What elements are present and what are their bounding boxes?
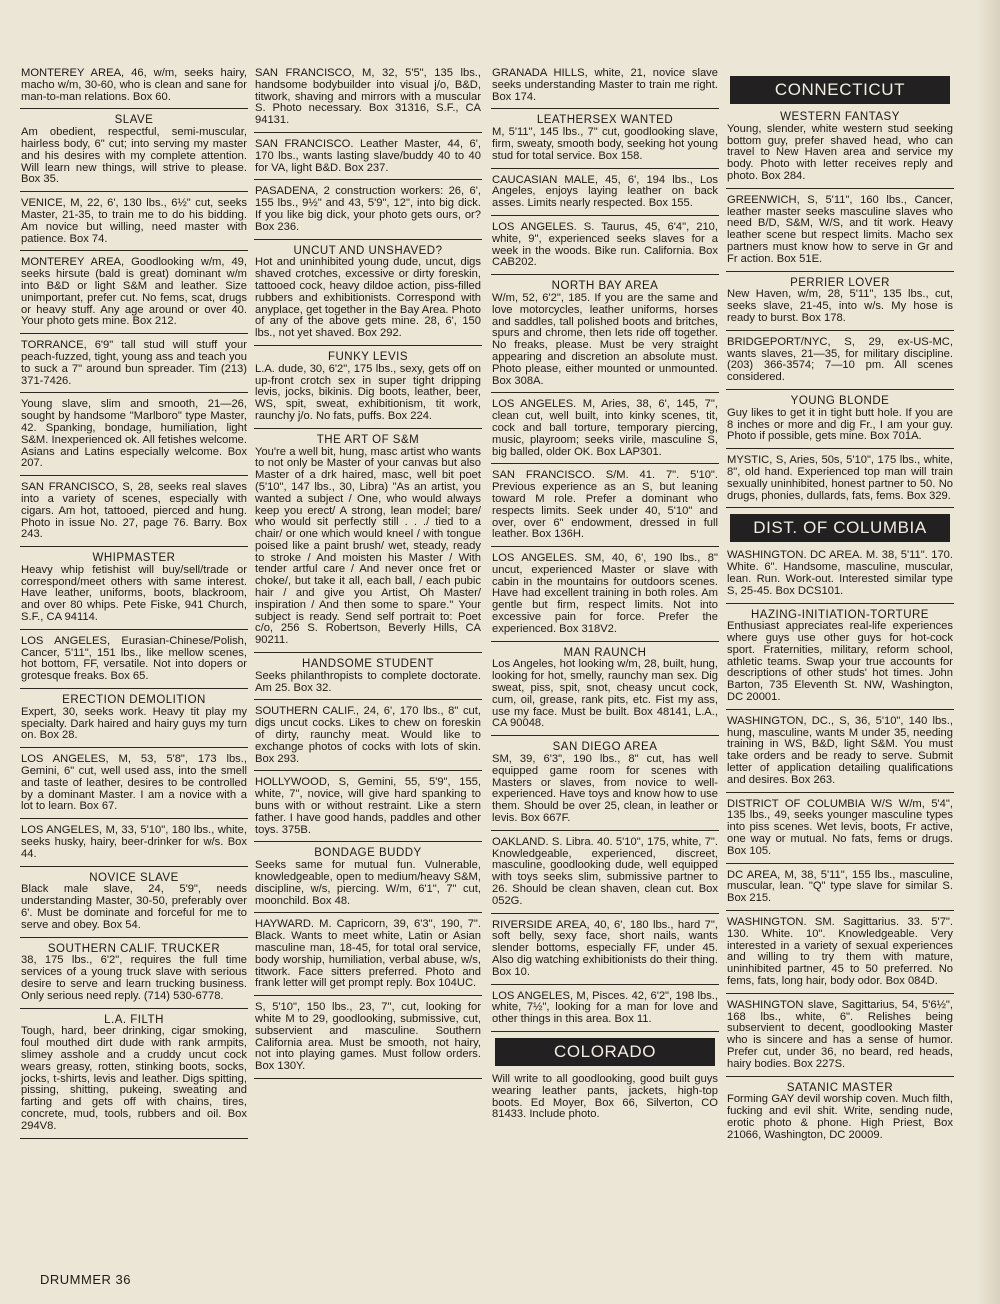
classified-ad	[726, 195, 954, 272]
classified-ad	[726, 337, 954, 390]
classified-ad	[726, 917, 954, 994]
classified-ad	[20, 257, 248, 334]
ad-body: Heavy whip fetishist will buy/sell/trade or correspond/meet others with same interest. Have leather, uniforms, boots, blackroom, and over 80 whips. Pete Fiske, 941 Church, S.F., CA 94114.	[21, 563, 247, 624]
classified-ad	[20, 399, 248, 476]
ad-body: LOS ANGELES, Eurasian-Chinese/Polish, Cancer, 5'11", 151 lbs., like mellow scenes, hot bottom, FF, versatile. Not into dopers or grotesque freaks. Box 65.	[21, 634, 247, 683]
ad-body: 38, 175 lbs., 6'2", requires the full time services of a young truck slave with serious desire to serve and learn trucking business. Only serious need reply. (714) 530-6778.	[21, 954, 247, 1002]
classified-ad	[726, 610, 954, 710]
ad-title: SOUTHERN CALIF. TRUCKER	[47, 942, 221, 955]
ad-body: Forming GAY devil worship coven. Much filth, fucking and evil shit. Write, sending nude, erotic photo & phone. High Priest, Box 21066, Washington, DC 20009.	[727, 1093, 953, 1141]
ad-body: HOLLYWOOD, S, Gemini, 55, 5'9", 155, white, 7", novice, will give hard spanking to buns with or without restraint. Like a stern father. I have good hands, paddles and other toys. 375B.	[255, 776, 481, 836]
section-header: CONNECTICUT	[730, 76, 950, 104]
classified-ad	[20, 340, 248, 393]
classified-ad	[726, 799, 954, 864]
classified-ad	[254, 352, 482, 429]
ad-body: Black male slave, 24, 5'9", needs understanding Master, 30-50, preferably over 6'. Must be dominate and forceful for me to serve and obey. Box 54.	[21, 883, 247, 931]
classified-ad	[726, 1000, 954, 1077]
classified-ad	[726, 278, 954, 331]
ad-body: VENICE, M, 22, 6', 130 lbs., 6½" cut, seeks Master, 21-35, to train me to do his bidding. Am novice but willing, need master with patience. Box 74.	[21, 197, 247, 245]
classified-ad	[726, 1083, 954, 1147]
ad-body: HAYWARD. M. Capricorn, 39, 6'3", 190, 7". Black. Wants to meet white, Latin or Asian masculine man, 18-45, for total oral service, body worship, humiliation, verbal abuse, w/s, titwork. Face sitters preferred. Photo and frank letter will get prompt reply. Box 104UC.	[255, 918, 481, 990]
ad-title: SATANIC MASTER	[786, 1081, 894, 1094]
classified-ad	[491, 175, 719, 216]
ad-title: UNCUT AND UNSHAVED?	[293, 244, 443, 257]
ad-body: MONTEREY AREA, Goodlooking w/m, 49, seeks hirsute (bald is great) dominant w/m into B&D or light S&M and leather. Size unimportant, prefer cut. No fems, scat, drugs or heavy stuff. Any age around or over 40. Your photo gets mine. Box 212.	[21, 256, 247, 328]
ad-body: LOS ANGELES, M, 33, 5'10", 180 lbs., white, seeks husky, hairy, beer-drinker for w/s. Box 44.	[21, 824, 247, 860]
ad-body: PASADENA, 2 construction workers: 26, 6', 155 lbs., 9½" and 43, 5'9", 12", into big dick. If you like big dick, your photo gets ours, or? Box 236.	[255, 185, 481, 233]
ad-title: MAN RAUNCH	[563, 646, 647, 659]
ad-body: WASHINGTON slave, Sagittarius, 54, 5'6½", 168 lbs., white, 6". Relishes being subservient to decent, goodlooking Master who is sincere and has a sense of humor. Prefer cut, under 36, no beard, red heads, hairy bodies. Box 227S.	[727, 998, 953, 1070]
ad-body: M, 5'11", 145 lbs., 7" cut, goodlooking slave, firm, sweaty, smooth body, seeking hot young stud for total service. Box 158.	[492, 126, 718, 162]
ad-title: PERRIER LOVER	[790, 276, 890, 289]
ad-body: GREENWICH, S, 5'11", 160 lbs., Cancer, leather master seeks masculine slaves who need B/D, S&M, W/S, and tit work. Heavy leather scene but respect limits. Macho sex partners must know how to serve in Gr and Fr action. Box 51E.	[727, 193, 953, 265]
ad-body: Will write to all goodlooking, good built guys wearing leather pants, jackets, high-top boots. Ed Moyer, Box 66, Silverton, CO 81433. Include photo.	[492, 1072, 718, 1121]
ad-title: FUNKY LEVIS	[327, 350, 409, 363]
classified-ad	[20, 873, 248, 938]
ad-body: L.A. dude, 30, 6'2", 175 lbs., sexy, gets off on up-front crotch sex in super tight dripping levis, jocks, bikinis. Dig boots, leather, beer, WS, spit, sweat, exhibitionism, tit work, raunchy j/o. No fats, puffs. Box 224.	[255, 362, 481, 422]
ad-body: Enthusiast appreciates real-life experiences where guys use other guys for hot-cock sport. Fraternities, military, reform school, athletic teams. Swap your true accounts for descriptions of other studs' hot times. John Barton, 735 Eleventh St. NW, Washington, DC 20001.	[727, 620, 953, 704]
classified-ad	[491, 742, 719, 831]
classified-ad	[254, 1002, 482, 1079]
classified-ad	[254, 186, 482, 239]
classified-ad	[491, 1074, 719, 1126]
ad-title: NOVICE SLAVE	[89, 871, 179, 884]
ad-title: HANDSOME STUDENT	[302, 658, 434, 671]
ad-body: SAN FRANCISCO, S, 28, seeks real slaves into a variety of scenes, especially with cigars. Am hot, tattooed, pierced and hung. Photo in issue No. 27, page 76. Barry. Box 243.	[21, 481, 247, 541]
ad-body: WASHINGTON. DC AREA. M. 38, 5'11". 170. White. 6". Handsome, masculine, muscular, lean. Run. Work-out. Interested similar type S, 25-45. Box DCS101.	[727, 549, 953, 597]
ad-body: RIVERSIDE AREA, 40, 6', 180 lbs., hard 7", soft belly, sexy face, short nails, wants slender bottoms, especially FF, under 45. Also dig watching exhibitionists do their thing. Box 10.	[492, 918, 718, 978]
ad-body: Seeks philanthropists to complete doctorate. Am 25. Box 32.	[255, 669, 481, 694]
ad-body: OAKLAND. S. Libra. 40. 5'10", 175, white, 7". Knowledgeable, experienced, discreet, masculine, goodlooking dude, well equipped with toys seeks slim, submissive partner to 26. Should be clean shaven, clean cut. Box 052G.	[492, 835, 718, 907]
column-2	[254, 68, 482, 1085]
ad-body: SAN FRANCISCO, M, 32, 5'5", 135 lbs., handsome bodybuilder into visual j/o, B&D, titwork, shaving and mirrors with a muscular S. Photo necessary. Box 31316, S.F., CA 94131.	[255, 67, 481, 127]
column-4	[726, 74, 954, 1153]
ad-body: CAUCASIAN MALE, 45, 6', 194 lbs., Los Angeles, enjoys laying leather on back asses. Limits nearly respected. Box 155.	[492, 173, 718, 210]
ad-body: Young slave, slim and smooth, 21—26, sought by handsome "Marlboro" type Master, 42. Spanking, bondage, humiliation, light S&M. Inexperienced ok. All fetishes welcome. Asians and Latins especially welcome. Box 207.	[21, 398, 247, 470]
classified-ad	[491, 68, 719, 109]
classified-ad	[491, 222, 719, 275]
ad-body: WASHINGTON. SM. Sagittarius. 33. 5'7". 130. White. 10". Knowledgeable. Very interested in a variety of sexual experiences and willing to try them with mature, uninhibited partner, 45 to 50 preferred. No fems, fats, long hair, body odor. Box 084D.	[727, 916, 953, 988]
section-header: DIST. OF COLUMBIA	[730, 514, 950, 542]
ad-body: New Haven, w/m, 28, 5'11", 135 lbs., cut, seeks slave, 21-45, into w/s. My hose is ready to burst. Box 178.	[727, 288, 953, 324]
classified-ad	[254, 68, 482, 133]
ad-body: SAN FRANCISCO. Leather Master, 44, 6', 170 lbs., wants lasting slave/buddy 40 to 40 for VA, light B&D. Box 237.	[255, 137, 481, 174]
classified-ad	[491, 470, 719, 547]
classified-ad	[254, 659, 482, 700]
classified-ad	[254, 777, 482, 842]
ad-title: BONDAGE BUDDY	[314, 847, 422, 860]
ad-title: YOUNG BLONDE	[790, 394, 890, 407]
ad-body: LOS ANGELES, M, 53, 5'8", 173 lbs., Gemini, 6" cut, well used ass, into the smell and taste of leather, desires to be controlled by a dominant Master. I am a novice with a lot to learn. Box 67.	[21, 753, 247, 813]
ad-body: SM, 39, 6'3", 190 lbs., 8" cut, has well equipped game room for scenes with Masters or slaves, from novice to well-experienced. Have toys and know how to use them. Should be over 25, clean, in leather or levis. Box 667F.	[492, 753, 718, 825]
ad-body: Young, slender, white western stud seeking bottom guy, prefer shaved head, who can travel to New Haven area and service my body. Photo with letter receives reply and photo. Box 284.	[727, 122, 953, 182]
column-3	[491, 68, 719, 1132]
ad-body: GRANADA HILLS, white, 21, novice slave seeks understanding Master to train me right. Box 174.	[492, 67, 718, 103]
ad-body: Guy likes to get it in tight butt hole. If you are 8 inches or more and dig Fr., I am your guy. Photo if possible, gets mine. Box 701A.	[727, 406, 953, 443]
ad-body: BRIDGEPORT/NYC, S, 29, ex-US-MC, wants slaves, 21—35, for military discipline. (203) 366-3574; 7—10 pm. All scenes considered.	[727, 335, 953, 384]
ad-body: DC AREA, M, 38, 5'11", 155 lbs., masculine, muscular, lean. "Q" type slave for similar S. Box 215.	[727, 868, 953, 905]
classified-ad	[491, 837, 719, 914]
ad-body: Los Angeles, hot looking w/m, 28, built, hung, looking for hot, smelly, raunchy man sex. Dig sweat, piss, spit, snot, cheasy uncut cock, cum, oil, grease, rank pits, etc. Fist my ass, use my face. Must be built. Box 48141, L.A., CA 90048.	[492, 658, 718, 730]
ad-title: LEATHERSEX WANTED	[536, 114, 674, 127]
classified-ad	[20, 754, 248, 819]
classified-ad	[20, 695, 248, 748]
ad-title: NORTH BAY AREA	[551, 280, 659, 293]
ad-title: THE ART OF S&M	[316, 433, 420, 446]
classified-ad	[20, 115, 248, 192]
ad-body: MYSTIC, S, Aries, 50s, 5'10", 175 lbs., white, 8", old hand. Experienced top man will train sexually uninhibited, honest partner to 50. No drugs, phonies, dullards, fats, fems. Box 329.	[727, 454, 953, 502]
page-fold-shadow	[976, 0, 1000, 1304]
ad-body: Am obedient, respectful, semi-muscular, hairless body, 6" cut; into serving my master and his desires with my complete attention. Will learn new things, will strive to please. Box 35.	[21, 126, 247, 186]
classified-ad	[20, 944, 248, 1009]
ad-body: LOS ANGELES, M, Pisces. 42, 6'2", 198 lbs., white, 7½", looking for a man for love and other things in this area. Box 11.	[492, 989, 718, 1026]
classified-ad	[254, 848, 482, 913]
ad-title: SAN DIEGO AREA	[552, 741, 658, 754]
ad-body: Seeks same for mutual fun. Vulnerable, knowledgeable, open to medium/heavy S&M, discipline, w/s, piercing. W/m, 6'1", 7" cut, moonchild. Box 48.	[255, 859, 481, 907]
classified-ad	[254, 919, 482, 996]
classified-ad	[491, 115, 719, 168]
ad-body: Expert, 30, seeks work. Heavy tit play my specialty. Dark haired and hairy guys my turn on. Box 28.	[21, 705, 247, 742]
classified-ad	[254, 706, 482, 771]
classified-ad	[726, 112, 954, 189]
classified-ad	[254, 246, 482, 346]
ad-body: LOS ANGELES. M, Aries, 38, 6', 145, 7", clean cut, well built, into kinky scenes, tit, cock and ball torture, temporary piercing, music, playroom; seeks virile, masculine S, big balled, older OK. Box LAP301.	[492, 398, 718, 458]
classified-ad	[491, 648, 719, 737]
classified-ad	[20, 636, 248, 689]
classified-ad	[726, 396, 954, 449]
ad-body: SAN FRANCISCO. S/M. 41. 7". 5'10". Previous experience as an S, but leaning toward M role. Prefer a dominant who respects limits. Seek under 40, 5'10" and over, over 6" endowment, dressed in full leather. Box 136H.	[492, 469, 718, 541]
classified-ad	[254, 435, 482, 653]
ad-title: HAZING-INITIATION-TORTURE	[751, 608, 929, 621]
classified-ad	[20, 553, 248, 630]
classified-ad	[491, 281, 719, 393]
ad-body: DISTRICT OF COLUMBIA W/S W/m, 5'4", 135 lbs., 49, seeks younger masculine types into piss scenes. Wet levis, boots, Fr active, one way or mutual. No fats, fems or drugs. Box 105.	[727, 797, 953, 857]
ad-body: W/m, 52, 6'2", 185. If you are the same and love motorcycles, leather uniforms, horses and saddles, tall polished boots and britches, spurs and chrome, then lets ride off together. No freaks, please. Must be very straight appearing and discretion an absolute must. Photo please, either mounted or unmounted. Box 308A.	[492, 291, 718, 387]
classified-ad	[491, 991, 719, 1032]
classified-ad	[20, 482, 248, 547]
ad-title: ERECTION DEMOLITION	[62, 694, 206, 707]
ad-body: WASHINGTON, DC., S, 36, 5'10", 140 lbs., hung, masculine, wants M under 35, needing training in WS, B&D, light S&M. You must take orders and be ready to serve. Submit letter of application detailing qualifications and desires. Box 263.	[727, 714, 953, 786]
ad-body: LOS ANGELES. S. Taurus, 45, 6'4", 210, white, 9", experienced seeks slaves for a week in the woods. Bike run. California. Box CAB202.	[492, 220, 718, 269]
ad-body: S, 5'10", 150 lbs., 23, 7", cut, looking for white M to 29, goodlooking, submissive, cut, subservient and masculine. Southern California area. Must be smooth, not hairy, not into playing games. Must follow orders. Box 130Y.	[255, 1001, 481, 1073]
classified-ad	[491, 399, 719, 464]
classified-ad	[726, 870, 954, 911]
classified-ad	[491, 553, 719, 642]
classified-ad	[726, 550, 954, 603]
classified-ad	[20, 1015, 248, 1139]
ad-body: TORRANCE, 6'9" tall stud will stuff your peach-fuzzed, tight, young ass and teach you to suck a 7" around bun spreader. Tim (213) 371-7426.	[21, 339, 247, 387]
classified-ad	[20, 825, 248, 866]
classified-ad	[726, 716, 954, 793]
ad-body: Hot and uninhibited young dude, uncut, digs shaved crotches, excessive or dirty foreskin, tattooed cock, heavy dildoe action, piss-filled rubbers and exhibitionists. Correspond with anyplace, get together in the Bay Area. Photo of any of the above gets mine. 28, 6', 150 lbs., not yet shaved. Box 292.	[255, 256, 481, 340]
ad-body: You're a well bit, hung, masc artist who wants to not only be Master of your canvas but also Master of a drk haired, masc, well bit poet (5'10", 147 lbs., 30, Libra) "As an artist, you wanted a subject / One, who would always keep you erect/ A strong, lean model; bare/ who would sit perfectly still . . ./ tied to a chair/ or one which would kneel / with tongue poised like a paint brush/ wet, steady, ready to stroke / And moisten his Master / With tender artful care / And never once fret or choke/, but take it all, each ball, / each pubic hair / and give you Artist, Oh Master/ inspiration / And then some to spare." Your subject is ready. Send self portrait to: Poet c/o, 256 S. Robertson, Beverly Hills, CA 90211.	[255, 445, 481, 647]
ad-title: SLAVE	[114, 114, 154, 127]
ad-body: Tough, hard, beer drinking, cigar smoking, foul mouthed dirt dude with rank armpits, slimey asshole and a cruddy uncut cock wears greasy, rotten, stinking boots, socks, jocks, t-shirts, levis and leather. Digs spitting, pissing, shitting, pukeing, sweating and farting and gets off with chains, tires, concrete, mud, tools, rubbers and oil. Box 294V8.	[21, 1025, 247, 1132]
section-header: COLORADO	[495, 1038, 715, 1066]
ad-body: MONTEREY AREA, 46, w/m, seeks hairy, macho w/m, 30-60, who is clean and sane for man-to-man relations. Box 60.	[21, 67, 247, 103]
classified-ad	[726, 455, 954, 508]
ad-title: WESTERN FANTASY	[780, 111, 900, 123]
ad-title: L.A. FILTH	[104, 1013, 164, 1026]
classified-ad	[254, 139, 482, 180]
column-1	[20, 68, 248, 1145]
classified-ad	[491, 920, 719, 985]
classified-ad	[20, 68, 248, 109]
ad-body: SOUTHERN CALIF., 24, 6', 170 lbs., 8" cut, digs uncut cocks. Likes to chew on foreskin of dirty, raunchy meat. Would like to exchange photos of cocks with lots of skin. Box 293.	[255, 705, 481, 765]
classified-ad	[20, 198, 248, 251]
ad-body: LOS ANGELES. SM, 40, 6', 190 lbs., 8" uncut, experienced Master or slave with cabin in the mountains for outdoors scenes. Have had excellent training in both roles. Am gentle but firm, respect limits. Not into excessive pain for force. Prefer the experienced. Box 318V2.	[492, 552, 718, 635]
ad-title: WHIPMASTER	[92, 552, 176, 565]
page-footer: DRUMMER 36	[40, 1272, 131, 1287]
